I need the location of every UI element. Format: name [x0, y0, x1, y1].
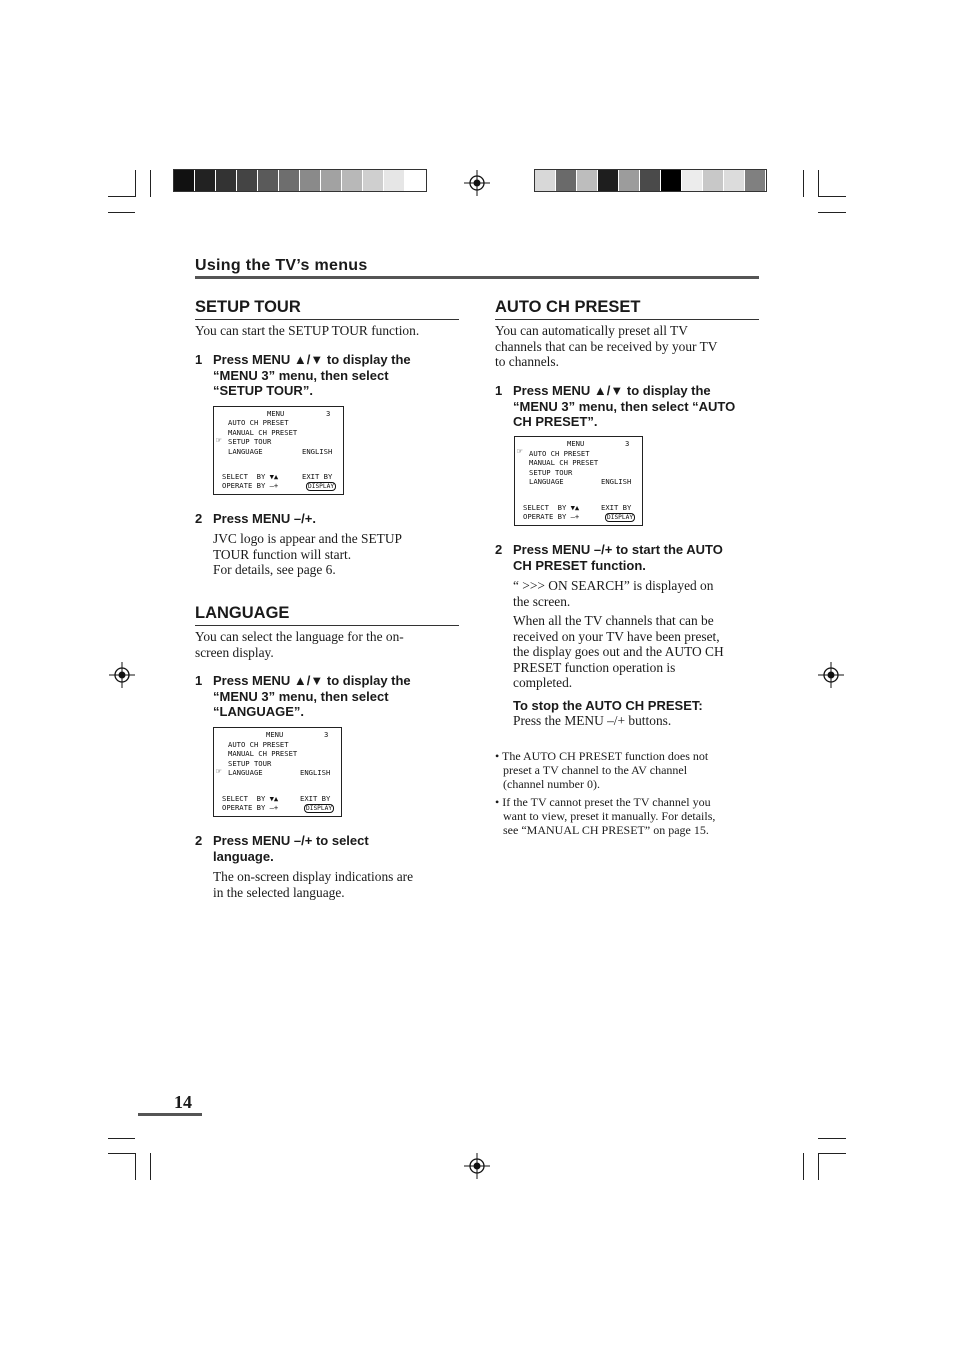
- osd-item: LANGUAGE: [228, 768, 263, 777]
- osd-item: MANUAL CH PRESET: [529, 458, 599, 467]
- step-line: Press MENU ▲/▼ to display the: [213, 352, 411, 367]
- header-rule: [195, 276, 759, 279]
- auto-ch-preset-heading: AUTO CH PRESET: [495, 298, 641, 316]
- osd-item: SETUP TOUR: [228, 437, 272, 446]
- auto-ch-preset-note-1: • The AUTO CH PRESET function does not preset a TV channel to the AV channel (channel number 0).: [495, 749, 709, 791]
- step-line: “MENU 3” menu, then select: [213, 688, 389, 704]
- auto-ch-preset-note-2: • If the TV cannot preset the TV channel you want to view, preset it manually. For details, see “MANUAL CH PRESET” on page 15.: [495, 795, 716, 837]
- step-number: 2: [495, 542, 503, 557]
- step-line: Press MENU ▲/▼ to display the: [513, 383, 711, 398]
- osd-display-badge: DISPLAY: [308, 483, 335, 490]
- color-swatch: [598, 170, 619, 191]
- language-step-2-body: The on-screen display indications are in the selected language.: [213, 869, 414, 900]
- osd-item: LANGUAGE: [228, 447, 263, 456]
- osd-page: 3: [324, 730, 329, 739]
- color-swatch: [556, 170, 577, 191]
- osd-language-value: ENGLISH: [300, 768, 331, 777]
- auto-ch-preset-stop-label: To stop the AUTO CH PRESET:: [513, 698, 703, 713]
- step-line: “MENU 3” menu, then select “AUTO: [513, 398, 736, 414]
- color-swatch: [577, 170, 598, 191]
- step-line: “SETUP TOUR”.: [213, 383, 313, 398]
- step-number: 2: [195, 833, 203, 848]
- osd-menu-screen-auto-ch-preset: [514, 436, 643, 526]
- color-swatch: [216, 170, 237, 191]
- color-swatch: [724, 170, 745, 191]
- osd-item: MANUAL CH PRESET: [228, 428, 298, 437]
- auto-ch-preset-rule: [495, 319, 759, 320]
- auto-ch-preset-stop-text: Press the MENU –/+ buttons.: [513, 713, 672, 728]
- language-intro: You can select the language for the on- screen display.: [195, 629, 404, 660]
- color-swatch: [363, 170, 384, 191]
- step-number: 2: [195, 511, 203, 526]
- osd-language-value: ENGLISH: [302, 447, 333, 456]
- color-swatch: [535, 170, 556, 191]
- auto-ch-preset-step-2-body-2: When all the TV channels that can be received on your TV have been preset, the display goes out and the AUTO CH PRESET function operation is completed.: [513, 613, 724, 691]
- color-swatch-bar-left: [173, 169, 427, 192]
- step-line: “LANGUAGE”.: [213, 704, 304, 719]
- page-number: 14: [174, 1092, 192, 1112]
- osd-cursor-icon: ☞: [517, 447, 523, 457]
- auto-ch-preset-intro: You can automatically preset all TV channels that can be received by your TV to channels.: [495, 323, 718, 370]
- osd-language-value: ENGLISH: [601, 477, 632, 486]
- color-swatch: [640, 170, 661, 191]
- step-line: Press MENU –/+.: [213, 511, 316, 526]
- osd-item: AUTO CH PRESET: [529, 449, 590, 458]
- osd-operate: OPERATE BY –+: [222, 481, 279, 490]
- step-number: 1: [495, 383, 503, 398]
- color-swatch: [174, 170, 195, 191]
- osd-menu-screen-language: [213, 727, 342, 817]
- registration-mark-top-icon: [464, 170, 490, 196]
- osd-cursor-icon: ☞: [216, 436, 222, 446]
- color-swatch: [237, 170, 258, 191]
- osd-exit: EXIT BY: [601, 503, 632, 512]
- color-swatch: [279, 170, 300, 191]
- color-swatch-bar-right: [534, 169, 767, 192]
- osd-item: AUTO CH PRESET: [228, 740, 289, 749]
- osd-item: SETUP TOUR: [529, 468, 573, 477]
- step-line: “MENU 3” menu, then select: [213, 367, 389, 383]
- color-swatch: [195, 170, 216, 191]
- page-number-rule: [138, 1113, 202, 1116]
- osd-cursor-icon: ☞: [216, 767, 222, 777]
- osd-select: SELECT BY ▼▲: [222, 794, 279, 803]
- color-swatch: [342, 170, 363, 191]
- osd-item: AUTO CH PRESET: [228, 418, 289, 427]
- color-swatch: [384, 170, 405, 191]
- step-line: CH PRESET function.: [513, 557, 646, 573]
- color-swatch: [661, 170, 682, 191]
- osd-select: SELECT BY ▼▲: [222, 472, 279, 481]
- osd-display-badge: DISPLAY: [607, 514, 634, 521]
- setup-tour-heading: SETUP TOUR: [195, 298, 301, 316]
- osd-item: LANGUAGE: [529, 477, 564, 486]
- osd-title: MENU: [266, 730, 284, 739]
- osd-display-badge: DISPLAY: [306, 805, 333, 812]
- auto-ch-preset-step-2-body-1: “ >>> ON SEARCH” is displayed on the screen.: [513, 578, 714, 609]
- registration-mark-bottom-icon: [464, 1153, 490, 1179]
- color-swatch: [321, 170, 342, 191]
- osd-title: MENU: [267, 409, 285, 418]
- step-line: Press MENU –/+ to select: [213, 833, 369, 848]
- step-line: CH PRESET”.: [513, 414, 598, 429]
- color-swatch: [300, 170, 321, 191]
- step-number: 1: [195, 352, 203, 367]
- color-swatch: [405, 170, 426, 191]
- color-swatch: [745, 170, 766, 191]
- setup-tour-step-2-body: JVC logo is appear and the SETUP TOUR function will start. For details, see page 6.: [213, 531, 402, 578]
- language-rule: [195, 625, 459, 626]
- step-line: Press MENU –/+ to start the AUTO: [513, 542, 723, 557]
- setup-tour-intro: You can start the SETUP TOUR function.: [195, 323, 420, 338]
- registration-mark-right-icon: [818, 662, 844, 688]
- osd-item: MANUAL CH PRESET: [228, 749, 298, 758]
- color-swatch: [682, 170, 703, 191]
- osd-exit: EXIT BY: [302, 472, 333, 481]
- osd-exit: EXIT BY: [300, 794, 331, 803]
- color-swatch: [258, 170, 279, 191]
- page-section-title: Using the TV’s menus: [195, 257, 368, 274]
- osd-menu-screen-setup-tour: [213, 406, 344, 495]
- color-swatch: [703, 170, 724, 191]
- osd-page: 3: [625, 439, 630, 448]
- osd-select: SELECT BY ▼▲: [523, 503, 580, 512]
- osd-title: MENU: [567, 439, 585, 448]
- setup-tour-rule: [195, 319, 459, 320]
- step-line: Press MENU ▲/▼ to display the: [213, 673, 411, 688]
- registration-mark-left-icon: [109, 662, 135, 688]
- step-line: language.: [213, 848, 274, 864]
- osd-operate: OPERATE BY –+: [222, 803, 279, 812]
- language-heading: LANGUAGE: [195, 604, 290, 622]
- osd-operate: OPERATE BY –+: [523, 512, 580, 521]
- color-swatch: [619, 170, 640, 191]
- osd-page: 3: [326, 409, 331, 418]
- step-number: 1: [195, 673, 203, 688]
- osd-item: SETUP TOUR: [228, 759, 272, 768]
